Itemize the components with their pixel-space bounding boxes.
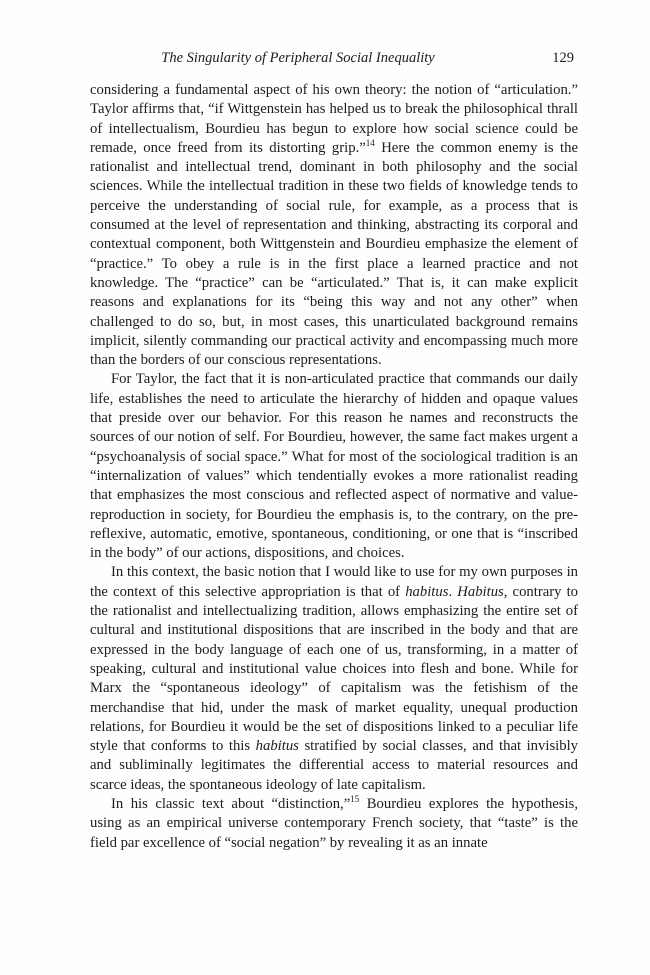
running-title: The Singularity of Peripheral Social Inequality xyxy=(161,50,435,66)
emphasis-habitus: habitus xyxy=(255,738,299,755)
paragraph-text: . xyxy=(448,583,458,600)
paragraph-text: In this context, the basic notion that I would like to use for my own purposes in the context of this selective appropriation is that of xyxy=(90,564,578,600)
body-text xyxy=(90,81,578,853)
emphasis-habitus: Habitus xyxy=(457,583,504,600)
paragraph-text: In his classic text about “distinction,” xyxy=(111,795,351,812)
paragraph-text: stratified by social classes, and that invisibly and subliminally legitimates the differential access to material resources and scarce ideas, the spontaneous ideology of late capitalism. xyxy=(90,738,579,793)
paragraph-1 xyxy=(90,81,578,370)
paragraph-text: , contrary to the rationalist and intellectualizing tradition, allows emphasizing the entire set of cultural and institutional dispositions that are inscribed in the body and that are expressed in the body language of each one of us, transforming, in a matter of speaking, cultural and institutional value choices into flesh and bone. While for Marx the “spontaneous ideology” of capitalism was the fetishism of the merchandise that hid, under the mask of market equality, unequal production relations, for Bourdieu it would be the set of dispositions linked to a peculiar life style that conforms to this xyxy=(90,583,579,755)
paragraph-3 xyxy=(90,563,578,795)
paragraph-text: Here the common enemy is the rationalist and intellectual trend, dominant in both philosophy and the social sciences. While the intellectual tradition in these two fields of knowledge tends to perceive the understanding of social rule, for example, as a process that is consumed at the level of representation and thinking, abstracting its corporal and contextual component, both Wittgenstein and Bourdieu emphasize the element of “practice.” To obey a rule is in the first place a learned practice and not knowledge. The “practice” can be “articulated.” That is, it can make explicit reasons and explanations for its “being this way and not any other” when challenged to do so, but, in most cases, this unarticulated background remains implicit, silently commanding our practical activity and encompassing much more than the borders of our conscious representations. xyxy=(90,139,578,369)
paragraph-text: considering a fundamental aspect of his own theory: the notion of “articulation.” Taylor affirms that, “if Wittgenstein has helped us to break the philosophical thrall of intellectualism, Bourdieu has begun to explore how social science could be remade, once freed from its distorting grip.” xyxy=(90,82,578,156)
emphasis-habitus: habitus xyxy=(405,583,449,600)
footnote-marker-14[interactable]: 14 xyxy=(365,137,375,148)
paragraph-text: For Taylor, the fact that it is non-articulated practice that commands our daily life, establishes the need to articulate the hierarchy of hidden and opaque values that preside over our behavior. For this reason he names and reconstructs the sources of our notion of self. For Bourdieu, however, the same fact makes urgent a “psychoanalysis of social space.” What for most of the sociological tradition is an “internalization of values” which tendentially evokes a more rationalist reading that emphasizes the most conscious and reflected aspect of normative and value-reproduction in society, for Bourdieu the emphasis is, to the contrary, on the pre-reflexive, automatic, emotive, spontaneous, conditioning, or one that is “inscribed in the body” of our actions, dispositions, and choices. xyxy=(90,371,578,562)
running-head xyxy=(90,50,576,74)
paragraph-text: Bourdieu explores the hypothesis, using as an empirical universe contemporary French society, that “taste” is the field par excellence of “social negation” by revealing it as an innate xyxy=(90,795,578,851)
page-number: 129 xyxy=(552,50,574,66)
paragraph-2 xyxy=(90,370,578,563)
footnote-marker-15[interactable]: 15 xyxy=(350,793,360,804)
paragraph-4 xyxy=(90,795,578,853)
